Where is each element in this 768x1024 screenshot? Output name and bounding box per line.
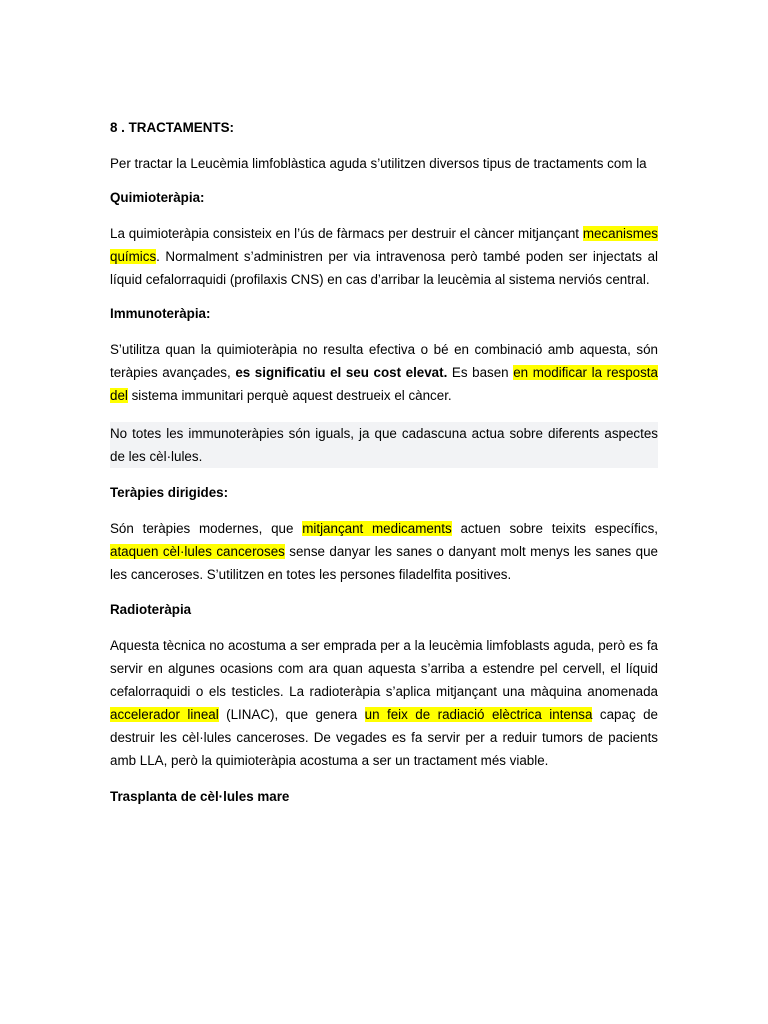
paragraph-terapies-dirigides	[110, 517, 658, 586]
bold-text: es significatiu el seu cost elevat.	[235, 365, 448, 380]
text-run: Són teràpies modernes, que	[110, 521, 303, 536]
heading-radioterapia: Radioteràpia	[110, 602, 192, 617]
paragraph-quimioterapia	[110, 222, 658, 291]
highlighted-text: accelerador lineal	[110, 707, 219, 722]
highlighted-text: ataquen cèl·lules canceroses	[110, 544, 285, 559]
highlighted-text: mitjançant medicaments	[302, 521, 452, 536]
highlighted-text: un feix de radiació elèctrica intensa	[364, 707, 593, 722]
text-run: S’utilitza quan la quimioteràpia no resulta efectiva o bé en combinació amb aquesta, són teràpies avançades,	[110, 342, 658, 380]
text-run: sistema immunitari perquè aquest destrueix el càncer.	[127, 388, 452, 403]
text-run: Aquesta tècnica no acostuma a ser emprada per a la leucèmia limfoblasts aguda, però es fa servir en algunes ocasions com ara quan aquesta s’arriba a estendre pel cervell, el líquid cefalorraquidi o els testicles. La radioteràpia s’aplica mitjançant una màquina anomenada	[110, 638, 658, 699]
text-run: sense danyar les sanes o danyant molt menys les sanes que les canceroses. S’utilitzen en totes les persones filadelfita positives.	[110, 544, 658, 582]
paragraph-immunoterapia-2: No totes les immunoteràpies són iguals, ja que cadascuna actua sobre diferents aspectes de les cèl·lules.	[110, 422, 658, 468]
paragraph-immunoterapia-1	[110, 338, 658, 407]
heading-trasplanta: Trasplanta de cèl·lules mare	[110, 789, 290, 804]
heading-terapies-dirigides: Teràpies dirigides:	[110, 485, 229, 500]
intro-paragraph: Per tractar la Leucèmia limfoblàstica aguda s’utilitzen diversos tipus de tractaments com la	[110, 156, 647, 171]
highlighted-text: mecanismes químics	[110, 226, 658, 264]
heading-immunoterapia: Immunoteràpia:	[110, 306, 211, 321]
text-run: capaç de destruir les cèl·lules canceroses. De vegades es fa servir per a reduir tumors de pacients amb LLA, però la quimioteràpia acostuma a ser un tractament més viable.	[110, 707, 658, 768]
section-heading-tractaments: 8 . TRACTAMENTS:	[110, 120, 234, 135]
text-run: Es basen	[447, 365, 514, 380]
text-run: La quimioteràpia consisteix en l’ús de fàrmacs per destruir el càncer mitjançant	[110, 226, 583, 241]
paragraph-radioterapia	[110, 634, 658, 772]
text-run: (LINAC), que genera	[218, 707, 365, 722]
heading-quimioterapia: Quimioteràpia:	[110, 190, 205, 205]
document-body	[110, 116, 658, 808]
highlighted-text: en modificar la resposta del	[110, 365, 658, 403]
text-run: actuen sobre teixits específics,	[451, 521, 658, 536]
text-run: . Normalment s’administren per via intravenosa però també poden ser injectats al líquid cefalorraquidi (profilaxis CNS) en cas d’arribar la leucèmia al sistema nerviós central.	[110, 249, 658, 287]
